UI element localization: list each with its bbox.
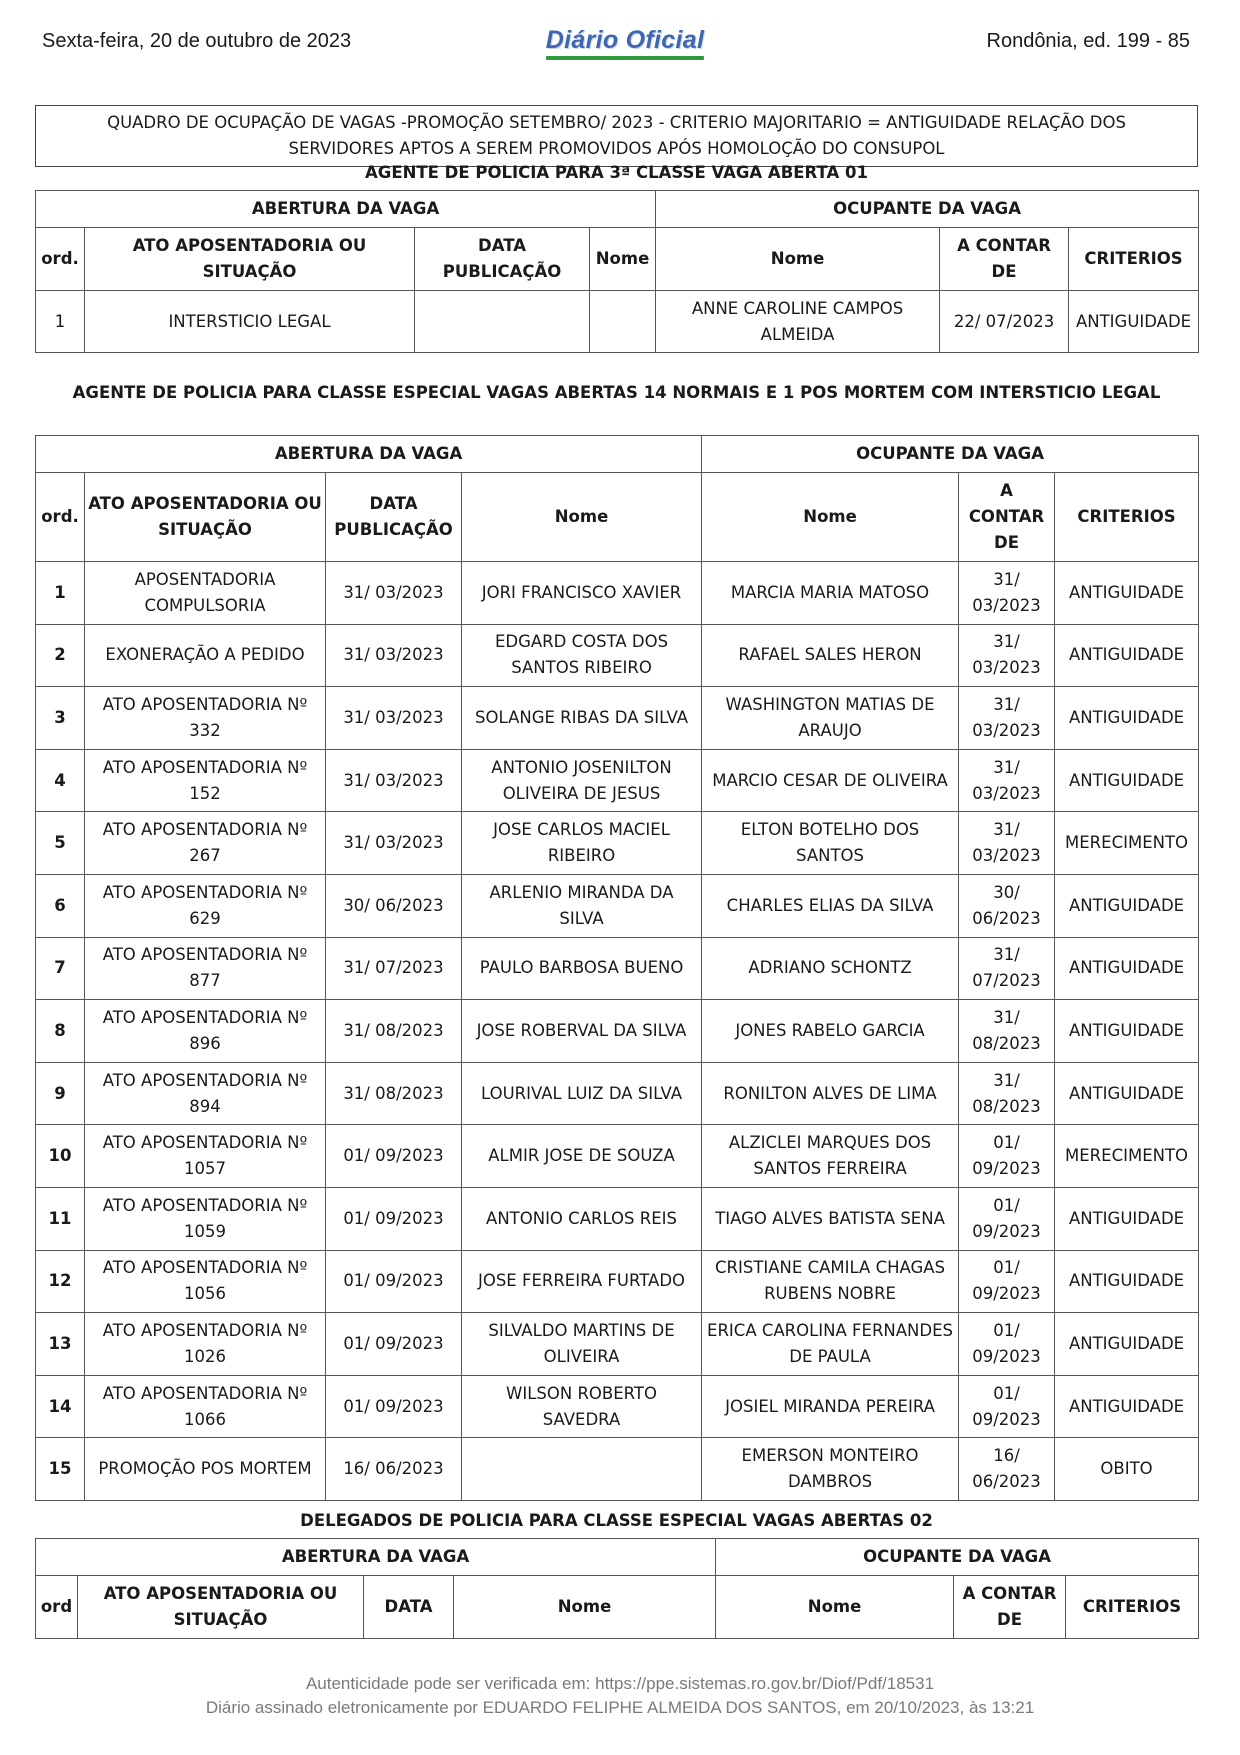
cell-nome-abertura <box>590 291 656 353</box>
cell-data: 31/ 07/2023 <box>326 937 462 1000</box>
cell-a-contar-de: 31/ 03/2023 <box>959 812 1055 875</box>
page-footer <box>0 1672 1240 1720</box>
diario-oficial-logo <box>540 26 710 60</box>
cell-ato: ATO APOSENTADORIA Nº 1057 <box>85 1125 326 1188</box>
table-row <box>36 687 1199 750</box>
cell-criterio: ANTIGUIDADE <box>1055 1313 1199 1376</box>
table-row <box>36 1062 1199 1125</box>
cell-nome-ocupante: MARCIO CESAR DE OLIVEIRA <box>702 749 959 812</box>
cell-nome-abertura: JOSE FERREIRA FURTADO <box>462 1250 702 1313</box>
cell-criterio: ANTIGUIDADE <box>1055 1250 1199 1313</box>
cell-ato: EXONERAÇÃO A PEDIDO <box>85 624 326 687</box>
cell-a-contar-de: 22/ 07/2023 <box>940 291 1069 353</box>
cell-ord: 12 <box>36 1250 85 1313</box>
page-header <box>42 26 1190 66</box>
cell-data: 31/ 03/2023 <box>326 749 462 812</box>
cell-data: 30/ 06/2023 <box>326 874 462 937</box>
cell-a-contar-de: 01/ 09/2023 <box>959 1375 1055 1438</box>
cell-nome-abertura: JORI FRANCISCO XAVIER <box>462 562 702 625</box>
cell-criterio: ANTIGUIDADE <box>1055 624 1199 687</box>
section2-title: AGENTE DE POLICIA PARA CLASSE ESPECIAL VAGAS ABERTAS 14 NORMAIS E 1 POS MORTEM COM INTERSTICIO LEGAL <box>72 383 1161 402</box>
cell-criterio: MERECIMENTO <box>1055 1125 1199 1188</box>
cell-nome-abertura: SILVALDO MARTINS DE OLIVEIRA <box>462 1313 702 1376</box>
cell-ord: 1 <box>36 562 85 625</box>
cell-ord: 11 <box>36 1187 85 1250</box>
table-row <box>36 1313 1199 1376</box>
col-header-criterios: CRITERIOS <box>1055 473 1199 562</box>
cell-data: 01/ 09/2023 <box>326 1375 462 1438</box>
group-header-row <box>36 191 1199 228</box>
publication-date: Sexta-feira, 20 de outubro de 2023 <box>42 30 352 52</box>
cell-ord: 13 <box>36 1313 85 1376</box>
col-header-data: DATA PUBLICAÇÃO <box>415 228 590 291</box>
cell-ato: PROMOÇÃO POS MORTEM <box>85 1438 326 1501</box>
col-header-a-contar-de: A CONTAR DE <box>940 228 1069 291</box>
cell-ord: 8 <box>36 1000 85 1063</box>
cell-ord: 7 <box>36 937 85 1000</box>
column-header-row <box>36 473 1199 562</box>
table-row <box>36 874 1199 937</box>
cell-criterio: ANTIGUIDADE <box>1055 1000 1199 1063</box>
table-row <box>36 1250 1199 1313</box>
cell-a-contar-de: 31/ 03/2023 <box>959 749 1055 812</box>
cell-nome-ocupante: RONILTON ALVES DE LIMA <box>702 1062 959 1125</box>
cell-criterio: ANTIGUIDADE <box>1055 1062 1199 1125</box>
cell-data: 31/ 03/2023 <box>326 812 462 875</box>
group-header-row <box>36 1539 1199 1576</box>
col-header-data: DATA <box>364 1576 454 1639</box>
column-header-row <box>36 1576 1199 1639</box>
cell-nome-ocupante: ADRIANO SCHONTZ <box>702 937 959 1000</box>
cell-nome-abertura: SOLANGE RIBAS DA SILVA <box>462 687 702 750</box>
table-row <box>36 1438 1199 1501</box>
cell-a-contar-de: 01/ 09/2023 <box>959 1125 1055 1188</box>
cell-ord: 10 <box>36 1125 85 1188</box>
col-header-criterios: CRITERIOS <box>1066 1576 1199 1639</box>
table-row <box>36 812 1199 875</box>
column-header-row <box>36 228 1199 291</box>
cell-data: 31/ 03/2023 <box>326 687 462 750</box>
cell-a-contar-de: 01/ 09/2023 <box>959 1250 1055 1313</box>
notice-text: QUADRO DE OCUPAÇÃO DE VAGAS -PROMOÇÃO SETEMBRO/ 2023 - CRITERIO MAJORITARIO = ANTIGUIDADE RELAÇÃO DOS SERVIDORES APTOS A SEREM PROMOVIDOS APÓS HOMOLOÇÃO DO CONSUPOL <box>107 113 1126 158</box>
cell-nome-abertura: ANTONIO CARLOS REIS <box>462 1187 702 1250</box>
edition-number: Rondônia, ed. 199 - 85 <box>986 30 1190 52</box>
cell-nome-abertura: JOSE ROBERVAL DA SILVA <box>462 1000 702 1063</box>
cell-ato: ATO APOSENTADORIA Nº 894 <box>85 1062 326 1125</box>
cell-ato: ATO APOSENTADORIA Nº 629 <box>85 874 326 937</box>
cell-criterio: ANTIGUIDADE <box>1055 1187 1199 1250</box>
signature-note: Diário assinado eletronicamente por EDUARDO FELIPHE ALMEIDA DOS SANTOS, em 20/10/2023, às 13:21 <box>205 1698 1035 1717</box>
cell-ato: ATO APOSENTADORIA Nº 267 <box>85 812 326 875</box>
cell-ord: 15 <box>36 1438 85 1501</box>
cell-criterio: OBITO <box>1055 1438 1199 1501</box>
cell-nome-abertura: LOURIVAL LUIZ DA SILVA <box>462 1062 702 1125</box>
col-header-a-contar-de: A CONTAR DE <box>954 1576 1066 1639</box>
table-row <box>36 1187 1199 1250</box>
cell-a-contar-de: 31/ 08/2023 <box>959 1062 1055 1125</box>
table-row <box>36 1375 1199 1438</box>
col-header-a-contar-de: A CONTAR DE <box>959 473 1055 562</box>
cell-criterio: ANTIGUIDADE <box>1055 562 1199 625</box>
cell-nome-abertura: ANTONIO JOSENILTON OLIVEIRA DE JESUS <box>462 749 702 812</box>
cell-ato: ATO APOSENTADORIA Nº 877 <box>85 937 326 1000</box>
group-header-abertura: ABERTURA DA VAGA <box>36 436 702 473</box>
group-header-ocupante: OCUPANTE DA VAGA <box>656 191 1199 228</box>
cell-a-contar-de: 01/ 09/2023 <box>959 1313 1055 1376</box>
cell-ato: ATO APOSENTADORIA Nº 1059 <box>85 1187 326 1250</box>
cell-data: 16/ 06/2023 <box>326 1438 462 1501</box>
cell-a-contar-de: 31/ 03/2023 <box>959 687 1055 750</box>
section1-table <box>35 190 1199 353</box>
cell-ord: 2 <box>36 624 85 687</box>
col-header-criterios: CRITERIOS <box>1069 228 1199 291</box>
cell-data: 31/ 08/2023 <box>326 1062 462 1125</box>
cell-ord: 3 <box>36 687 85 750</box>
cell-nome-abertura: EDGARD COSTA DOS SANTOS RIBEIRO <box>462 624 702 687</box>
section3-table <box>35 1538 1199 1639</box>
cell-nome-ocupante: EMERSON MONTEIRO DAMBROS <box>702 1438 959 1501</box>
table-row <box>36 937 1199 1000</box>
cell-data: 31/ 03/2023 <box>326 562 462 625</box>
section2-body <box>36 562 1199 1501</box>
cell-nome-ocupante: ALZICLEI MARQUES DOS SANTOS FERREIRA <box>702 1125 959 1188</box>
group-header-row <box>36 436 1199 473</box>
col-header-nome-abertura: Nome <box>590 228 656 291</box>
cell-ord: 9 <box>36 1062 85 1125</box>
cell-data <box>415 291 590 353</box>
cell-ord: 14 <box>36 1375 85 1438</box>
table-row <box>36 624 1199 687</box>
cell-data: 01/ 09/2023 <box>326 1250 462 1313</box>
col-header-ord: ord. <box>36 473 85 562</box>
cell-ato: ATO APOSENTADORIA Nº 332 <box>85 687 326 750</box>
cell-ato: ATO APOSENTADORIA Nº 896 <box>85 1000 326 1063</box>
group-header-abertura: ABERTURA DA VAGA <box>36 1539 716 1576</box>
col-header-ato: ATO APOSENTADORIA OU SITUAÇÃO <box>85 473 326 562</box>
cell-nome-abertura: ARLENIO MIRANDA DA SILVA <box>462 874 702 937</box>
col-header-nome-ocupante: Nome <box>716 1576 954 1639</box>
cell-a-contar-de: 31/ 03/2023 <box>959 562 1055 625</box>
col-header-nome-ocupante: Nome <box>656 228 940 291</box>
cell-a-contar-de: 30/ 06/2023 <box>959 874 1055 937</box>
cell-nome-abertura: WILSON ROBERTO SAVEDRA <box>462 1375 702 1438</box>
cell-ord: 6 <box>36 874 85 937</box>
cell-data: 01/ 09/2023 <box>326 1187 462 1250</box>
cell-criterio: ANTIGUIDADE <box>1055 937 1199 1000</box>
cell-criterio: ANTIGUIDADE <box>1055 1375 1199 1438</box>
cell-ato: ATO APOSENTADORIA Nº 152 <box>85 749 326 812</box>
cell-nome-abertura <box>462 1438 702 1501</box>
cell-ord: 4 <box>36 749 85 812</box>
col-header-ord: ord <box>36 1576 78 1639</box>
cell-criterio: ANTIGUIDADE <box>1055 749 1199 812</box>
col-header-ord: ord. <box>36 228 85 291</box>
cell-a-contar-de: 01/ 09/2023 <box>959 1187 1055 1250</box>
cell-ato: ATO APOSENTADORIA Nº 1056 <box>85 1250 326 1313</box>
table-row <box>36 562 1199 625</box>
cell-ord: 5 <box>36 812 85 875</box>
cell-nome-ocupante: MARCIA MARIA MATOSO <box>702 562 959 625</box>
cell-nome-ocupante: CHARLES ELIAS DA SILVA <box>702 874 959 937</box>
cell-nome-ocupante: WASHINGTON MATIAS DE ARAUJO <box>702 687 959 750</box>
cell-ato: APOSENTADORIA COMPULSORIA <box>85 562 326 625</box>
cell-nome-ocupante: ERICA CAROLINA FERNANDES DE PAULA <box>702 1313 959 1376</box>
cell-nome-ocupante: JOSIEL MIRANDA PEREIRA <box>702 1375 959 1438</box>
cell-ord: 1 <box>36 291 85 353</box>
cell-a-contar-de: 31/ 03/2023 <box>959 624 1055 687</box>
table-row <box>36 1000 1199 1063</box>
table-row <box>36 291 1199 353</box>
cell-nome-abertura: JOSE CARLOS MACIEL RIBEIRO <box>462 812 702 875</box>
cell-data: 01/ 09/2023 <box>326 1125 462 1188</box>
cell-ato: INTERSTICIO LEGAL <box>85 291 415 353</box>
cell-nome-ocupante: JONES RABELO GARCIA <box>702 1000 959 1063</box>
cell-criterio: ANTIGUIDADE <box>1069 291 1199 353</box>
col-header-ato: ATO APOSENTADORIA OU SITUAÇÃO <box>78 1576 364 1639</box>
notice-box <box>35 105 1198 167</box>
cell-data: 01/ 09/2023 <box>326 1313 462 1376</box>
logo-text: Diário Oficial <box>545 26 705 54</box>
cell-criterio: ANTIGUIDADE <box>1055 874 1199 937</box>
col-header-nome-abertura: Nome <box>462 473 702 562</box>
section3-title: DELEGADOS DE POLICIA PARA CLASSE ESPECIAL VAGAS ABERTAS 02 <box>300 1511 933 1530</box>
cell-nome-abertura: ALMIR JOSE DE SOUZA <box>462 1125 702 1188</box>
group-header-ocupante: OCUPANTE DA VAGA <box>716 1539 1199 1576</box>
cell-data: 31/ 08/2023 <box>326 1000 462 1063</box>
cell-criterio: MERECIMENTO <box>1055 812 1199 875</box>
cell-nome-ocupante: CRISTIANE CAMILA CHAGAS RUBENS NOBRE <box>702 1250 959 1313</box>
cell-criterio: ANTIGUIDADE <box>1055 687 1199 750</box>
cell-a-contar-de: 31/ 08/2023 <box>959 1000 1055 1063</box>
table-row <box>36 749 1199 812</box>
col-header-nome-abertura: Nome <box>454 1576 716 1639</box>
col-header-nome-ocupante: Nome <box>702 473 959 562</box>
cell-nome-ocupante: ELTON BOTELHO DOS SANTOS <box>702 812 959 875</box>
cell-nome-ocupante: RAFAEL SALES HERON <box>702 624 959 687</box>
cell-ato: ATO APOSENTADORIA Nº 1066 <box>85 1375 326 1438</box>
section1-title: AGENTE DE POLICIA PARA 3ª CLASSE VAGA ABERTA 01 <box>365 163 868 182</box>
cell-nome-abertura: PAULO BARBOSA BUENO <box>462 937 702 1000</box>
table-row <box>36 1125 1199 1188</box>
authenticity-note: Autenticidade pode ser verificada em: https://ppe.sistemas.ro.gov.br/Diof/Pdf/18531 <box>305 1674 935 1693</box>
group-header-ocupante: OCUPANTE DA VAGA <box>702 436 1199 473</box>
cell-a-contar-de: 16/ 06/2023 <box>959 1438 1055 1501</box>
cell-a-contar-de: 31/ 07/2023 <box>959 937 1055 1000</box>
logo-underline <box>546 56 704 60</box>
section2-table <box>35 435 1199 1501</box>
cell-nome-ocupante: TIAGO ALVES BATISTA SENA <box>702 1187 959 1250</box>
cell-data: 31/ 03/2023 <box>326 624 462 687</box>
group-header-abertura: ABERTURA DA VAGA <box>36 191 656 228</box>
cell-nome-ocupante: ANNE CAROLINE CAMPOS ALMEIDA <box>656 291 940 353</box>
col-header-ato: ATO APOSENTADORIA OU SITUAÇÃO <box>85 228 415 291</box>
col-header-data: DATA PUBLICAÇÃO <box>326 473 462 562</box>
cell-ato: ATO APOSENTADORIA Nº 1026 <box>85 1313 326 1376</box>
